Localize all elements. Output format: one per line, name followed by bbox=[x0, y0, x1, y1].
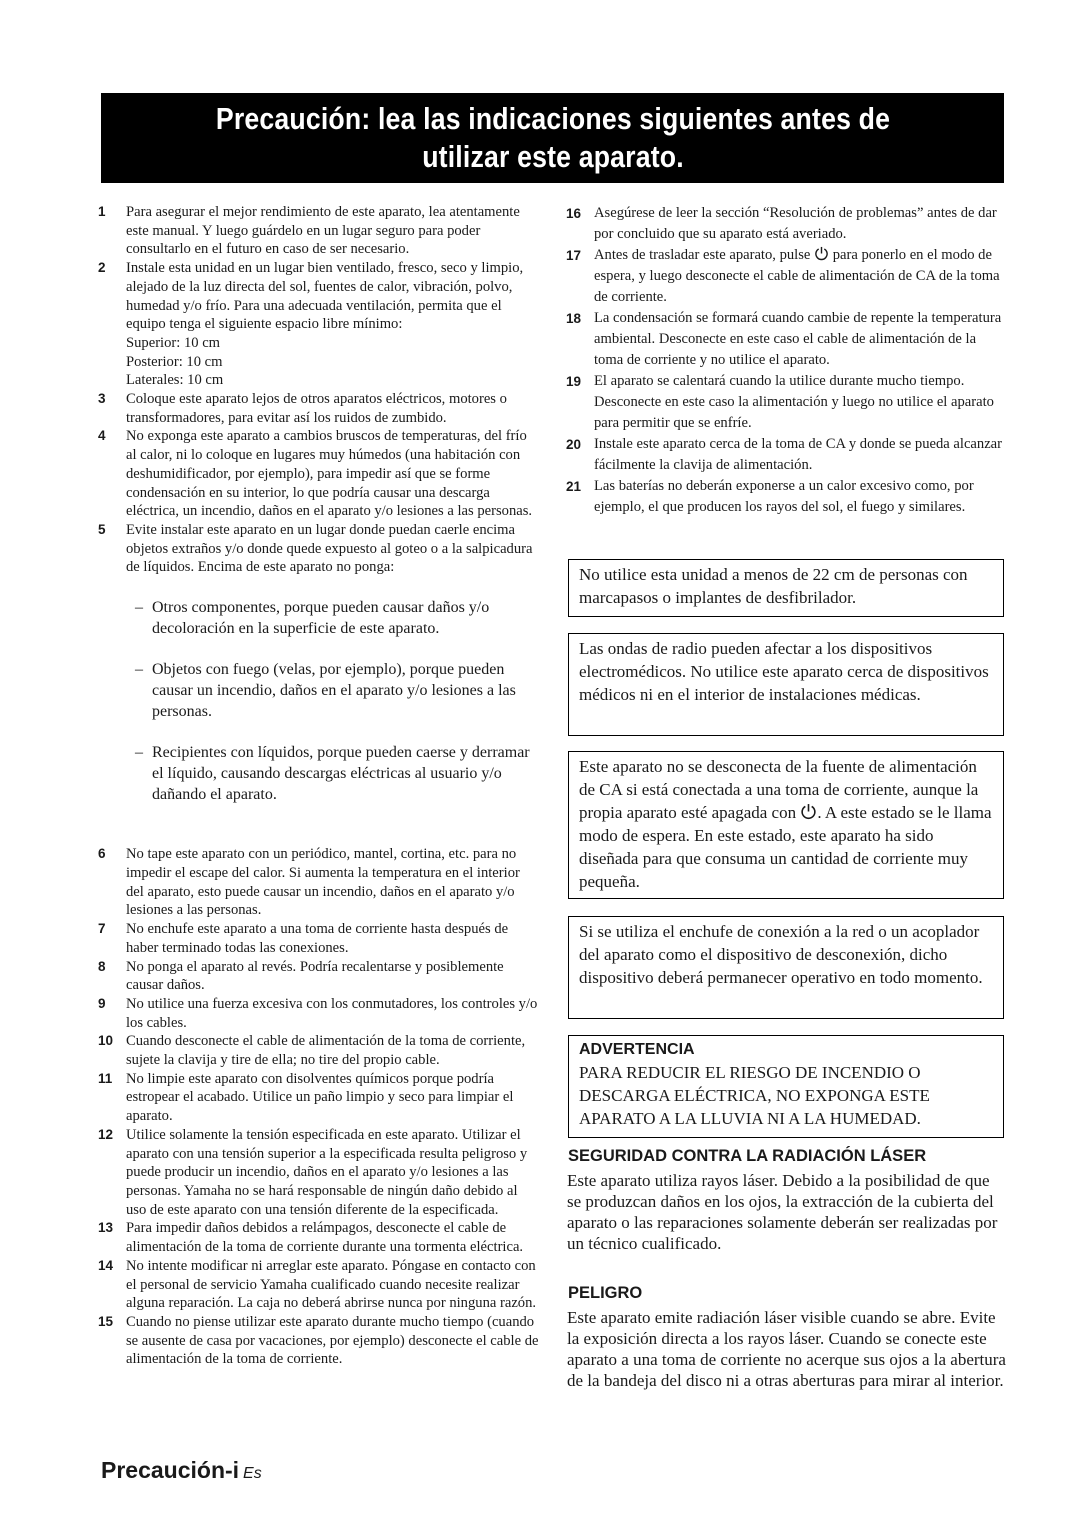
item-number: 15 bbox=[98, 1313, 114, 1329]
item-number: 7 bbox=[98, 921, 106, 937]
item-text-before: Antes de trasladar este aparato, pulse bbox=[594, 247, 811, 263]
item-text: Coloque este aparato lejos de otros aparatos eléctricos, motores o transformadores, para evitar así los ruidos de zumbido. bbox=[126, 391, 507, 426]
list-item bbox=[98, 1070, 540, 1126]
page-title-banner bbox=[101, 93, 1004, 183]
standby-notice-text-after: . A este estado se le llama modo de espera. En este estado, este aparato ha sido diseñada para que consuma un cantidad de corriente muy pequeña. bbox=[579, 803, 992, 891]
list-item bbox=[98, 1126, 540, 1220]
item-number: 11 bbox=[98, 1070, 113, 1086]
item-text: No exponga este aparato a cambios bruscos de temperaturas, del frío al calor, ni lo coloque en lugares muy húmedos (una habitación con deshumidificador, por ejemplo), para impedir así que se forme condensación en su interior, lo que podría causar una descarga eléctrica, un incendio, daños en el aparato y/o lesiones a las personas. bbox=[126, 428, 533, 520]
dash-bullet: – bbox=[135, 744, 143, 762]
item-text: No intente modificar ni arreglar este aparato. Póngase en contacto con el personal de servicio Yamaha cualificado cuando necesite realizar alguna reparación. La caja no deberá abrirse nunca por ninguna razón. bbox=[126, 1257, 537, 1312]
item-text-container bbox=[126, 521, 540, 845]
list-item bbox=[566, 371, 1006, 434]
item-text: No enchufe este aparato a una toma de corriente hasta después de haber terminado todas las conexiones. bbox=[126, 921, 509, 956]
power-standby-icon bbox=[800, 803, 817, 820]
item-text: Instale esta unidad en un lugar bien ventilado, fresco, seco y limpio, alejado de la luz directa del sol, fuentes de calor, vibración, polvo, humedad y/o frío. Para una adecuada ventilación, permita que el equipo tenga el siguiente espacio libre mínimo: Superior: 10 cm Posterior: 10 cm Laterales: 10 cm bbox=[126, 260, 524, 389]
danger-body: Este aparato emite radiación láser visible cuando se abre. Evite la exposición directa a los rayos láser. Cuando se conecte este aparato a una toma de corriente no acerque sus ojos a la abertura de la bandeja del disco ni a otras aberturas para mirar al interior. bbox=[567, 1308, 1006, 1390]
pacemaker-notice-text: No utilice esta unidad a menos de 22 cm de personas con marcapasos o implantes de desfibrilador. bbox=[579, 565, 968, 607]
item-number: 14 bbox=[98, 1257, 114, 1273]
item-text-after: para ponerlo en el modo de espera, y luego desconecte el cable de alimentación de CA de la toma de corriente. bbox=[594, 247, 1000, 305]
item-text: Evite instalar este aparato en un lugar donde puedan caerle encima objetos extraños y/o donde quede expuesto al goteo o a la salpicadura de líquidos. Encima de este aparato no ponga: bbox=[126, 521, 533, 576]
item-text: No ponga el aparato al revés. Podría recalentarse y posiblemente causar daños. bbox=[126, 958, 504, 994]
pacemaker-notice-box bbox=[568, 559, 1004, 617]
item-text: La condensación se formará cuando cambie de repente la temperatura ambiental. Desconecte en este caso el cable de alimentación de la toma de corriente y no utilice el aparato. bbox=[594, 310, 1002, 368]
item-text: No tape este aparato con un periódico, mantel, cortina, etc. para no impedir el escape del calor. Si aumenta la temperatura en el interior del aparato, esto puede causar un incendio, daños en el aparato y/o lesiones a las personas. bbox=[126, 846, 520, 919]
item-number: 6 bbox=[98, 846, 106, 862]
item-text: Utilice solamente la tensión especificada en este aparato. Utilizar el aparato con una tensión superior a la especificada resulta peligroso y puede producir un incendio, daños en el aparato y/o lesiones a las personas. Yamaha no se hará responsable de ningún daño debido al uso de este aparato con una tensión diferente de la especificada. bbox=[126, 1126, 528, 1218]
sub-list-item bbox=[126, 743, 540, 805]
radio-waves-notice-box bbox=[568, 633, 1004, 736]
item-text: Para impedir daños debidos a relámpagos, desconecte el cable de alimentación de la toma de corriente durante una tormenta eléctrica. bbox=[126, 1220, 524, 1256]
dash-bullet: – bbox=[135, 661, 143, 679]
disconnect-notice-text: Si se utiliza el enchufe de conexión a la red o un acoplador del aparato como el dispositivo de desconexión, dicho dispositivo deberá permanecer operativo en todo momento. bbox=[579, 922, 983, 987]
list-item bbox=[98, 958, 540, 995]
item-text: Para asegurar el mejor rendimiento de este aparato, lea atentamente este manual. Y luego guárdelo en un lugar seguro para poder consultarlo en el futuro en caso de ser necesario. bbox=[126, 204, 520, 258]
item-number: 5 bbox=[98, 521, 106, 537]
power-standby-icon bbox=[814, 246, 829, 261]
item-number: 9 bbox=[98, 995, 106, 1011]
item-text: Cuando desconecte el cable de alimentación de la toma de corriente, sujete la clavija y tire de ella; no tire del propio cable. bbox=[126, 1033, 526, 1069]
item-number: 16 bbox=[566, 206, 582, 221]
sub-item-text: Recipientes con líquidos, porque pueden caerse y derramar el líquido, causando descargas eléctricas al usuario y/o dañando el aparato. bbox=[152, 744, 530, 804]
item-text: Asegúrese de leer la sección “Resolución de problemas” antes de dar por concluido que su aparato está averiado. bbox=[594, 205, 997, 242]
right-column bbox=[566, 203, 1006, 518]
item-number: 1 bbox=[98, 204, 106, 219]
left-column bbox=[98, 203, 540, 1369]
dash-bullet: – bbox=[135, 598, 143, 616]
list-item bbox=[98, 845, 540, 920]
item-number: 10 bbox=[98, 1033, 114, 1049]
page-label: Precaución-i bbox=[101, 1457, 240, 1483]
list-item bbox=[98, 1257, 540, 1313]
item-text: Las baterías no deberán exponerse a un calor excesivo como, por ejemplo, el que producen los rayos del sol, el fuego y similares. bbox=[594, 478, 974, 515]
warning-title: ADVERTENCIA bbox=[579, 1041, 695, 1058]
warning-body: PARA REDUCIR EL RIESGO DE INCENDIO O DESCARGA ELÉCTRICA, NO EXPONGA ESTE APARATO A LA LLUVIA NI A LA HUMEDAD. bbox=[579, 1063, 930, 1128]
item-number: 12 bbox=[98, 1126, 114, 1142]
sub-list-item bbox=[126, 598, 540, 640]
item-number: 4 bbox=[98, 428, 106, 444]
item-text: Cuando no piense utilizar este aparato durante mucho tiempo (cuando se ausente de casa por vacaciones, por ejemplo) desconecte el cable de alimentación de la toma de corriente. bbox=[126, 1313, 539, 1368]
list-item bbox=[98, 1219, 540, 1256]
list-item bbox=[98, 920, 540, 957]
item-number: 20 bbox=[566, 437, 582, 452]
item-number: 21 bbox=[566, 479, 582, 494]
list-item bbox=[98, 390, 540, 427]
list-item bbox=[566, 245, 1006, 308]
list-item bbox=[98, 1032, 540, 1069]
list-item bbox=[566, 476, 1006, 518]
item-text-container bbox=[594, 245, 1006, 308]
item-text: El aparato se calentará cuando la utilice durante mucho tiempo. Desconecte en este caso la alimentación y luego no utilice el aparato para permitir que se enfríe. bbox=[594, 373, 994, 431]
laser-safety-title: SEGURIDAD CONTRA LA RADIACIÓN LÁSER bbox=[568, 1147, 927, 1165]
item-text: Instale este aparato cerca de la toma de CA y donde se pueda alcanzar fácilmente la clavija de alimentación. bbox=[594, 436, 1003, 473]
list-item bbox=[98, 203, 540, 259]
standby-notice-text-before: Este aparato no se desconecta de la fuente de alimentación de CA si está conectada a una toma de corriente, aunque la propia aparato esté apagada con bbox=[579, 757, 979, 822]
item-number: 2 bbox=[98, 260, 106, 276]
list-item bbox=[566, 203, 1006, 245]
list-item bbox=[566, 434, 1006, 476]
list-item bbox=[566, 308, 1006, 371]
laser-safety-body: Este aparato utiliza rayos láser. Debido a la posibilidad de que se produzcan daños en los ojos, la extracción de la cubierta del aparato o las reparaciones solamente deberán ser realizadas por un técnico cualificado. bbox=[567, 1171, 998, 1253]
list-item bbox=[98, 427, 540, 521]
item-number: 8 bbox=[98, 958, 106, 974]
item-number: 13 bbox=[98, 1220, 114, 1236]
item-text: No limpie este aparato con disolventes químicos porque podría estropear el acabado. Utilice un paño limpio y seco para limpiar el aparato. bbox=[126, 1070, 514, 1125]
sub-item-text: Otros componentes, porque pueden causar daños y/o decoloración en la superficie de este aparato. bbox=[152, 598, 490, 637]
item-number: 19 bbox=[566, 374, 582, 389]
item-number: 18 bbox=[566, 311, 582, 326]
warning-box bbox=[568, 1035, 1004, 1138]
sub-list bbox=[126, 577, 540, 827]
item-text: No utilice una fuerza excesiva con los conmutadores, los controles y/o los cables. bbox=[126, 995, 538, 1031]
list-item bbox=[98, 995, 540, 1032]
disconnect-notice-box bbox=[568, 916, 1004, 1019]
danger-title: PELIGRO bbox=[568, 1284, 643, 1302]
sub-item-text: Objetos con fuego (velas, por ejemplo), porque pueden causar un incendio, daños en el aparato y/o lesiones a las personas. bbox=[152, 661, 516, 720]
list-item bbox=[98, 259, 540, 390]
list-item bbox=[98, 1313, 540, 1369]
radio-waves-notice-text: Las ondas de radio pueden afectar a los dispositivos electromédicos. No utilice este aparato cerca de dispositivos médicos ni en el interior de instalaciones médicas. bbox=[579, 639, 989, 704]
language-code: Es bbox=[243, 1465, 262, 1482]
list-item bbox=[98, 521, 540, 845]
sub-list-item bbox=[126, 660, 540, 722]
standby-notice-box bbox=[568, 751, 1004, 899]
page-footer bbox=[101, 1457, 262, 1484]
page-title: Precaución: lea las indicaciones siguientes antes de utilizar este aparato. bbox=[215, 101, 890, 174]
item-number: 17 bbox=[566, 248, 582, 263]
item-number: 3 bbox=[98, 391, 106, 407]
